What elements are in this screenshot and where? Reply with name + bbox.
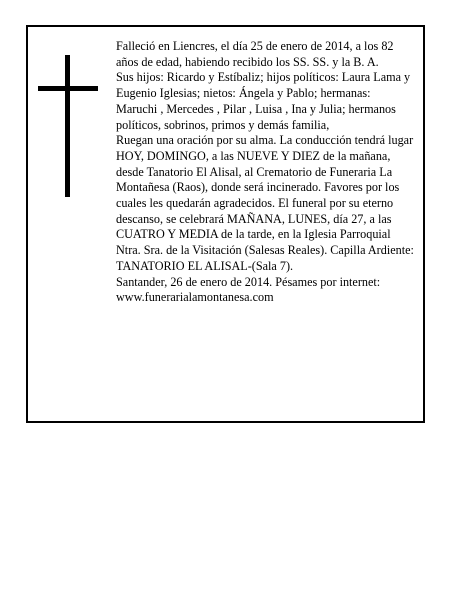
death-announcement: Falleció en Liencres, el día 25 de enero de 2014, a los 82 años de edad, habiendo recibido los SS. SS. y la B. A.: [116, 39, 394, 69]
family-list: Sus hijos: Ricardo y Estíbaliz; hijos políticos: Laura Lama y Eugenio Iglesias; nietos: Ángela y Pablo; hermanas: Maruchi , Mercedes , Pilar , Luisa , Ina y Julia; hermanos políticos, sobrinos, primos y demás familia,: [116, 70, 411, 132]
cross-icon: [38, 55, 98, 197]
closing-line: Santander, 26 de enero de 2014. Pésames por internet: www.funerarialamontanesa.com: [116, 274, 381, 305]
obituary-text: [116, 39, 414, 306]
cross-horizontal-bar: [38, 86, 98, 91]
cross-vertical-bar: [65, 55, 70, 197]
funeral-details: Ruegan una oración por su alma. La conducción tendrá lugar HOY, DOMINGO, a las NUEVE Y DIEZ de la mañana, desde Tanatorio El Alisal, al Crematorio de Funeraria La Montañesa (Raos), donde será incinerado. Favores por los cuales les quedarán agradecidos. El funeral por su eterno descanso, se celebrará MAÑANA, LUNES, día 27, a las CUATRO Y MEDIA de la tarde, en la Iglesia Parroquial Ntra. Sra. de la Visitación (Salesas Reales). Capilla Ardiente: TANATORIO EL ALISAL-(Sala 7).: [116, 133, 414, 273]
obituary-notice: [26, 25, 425, 423]
